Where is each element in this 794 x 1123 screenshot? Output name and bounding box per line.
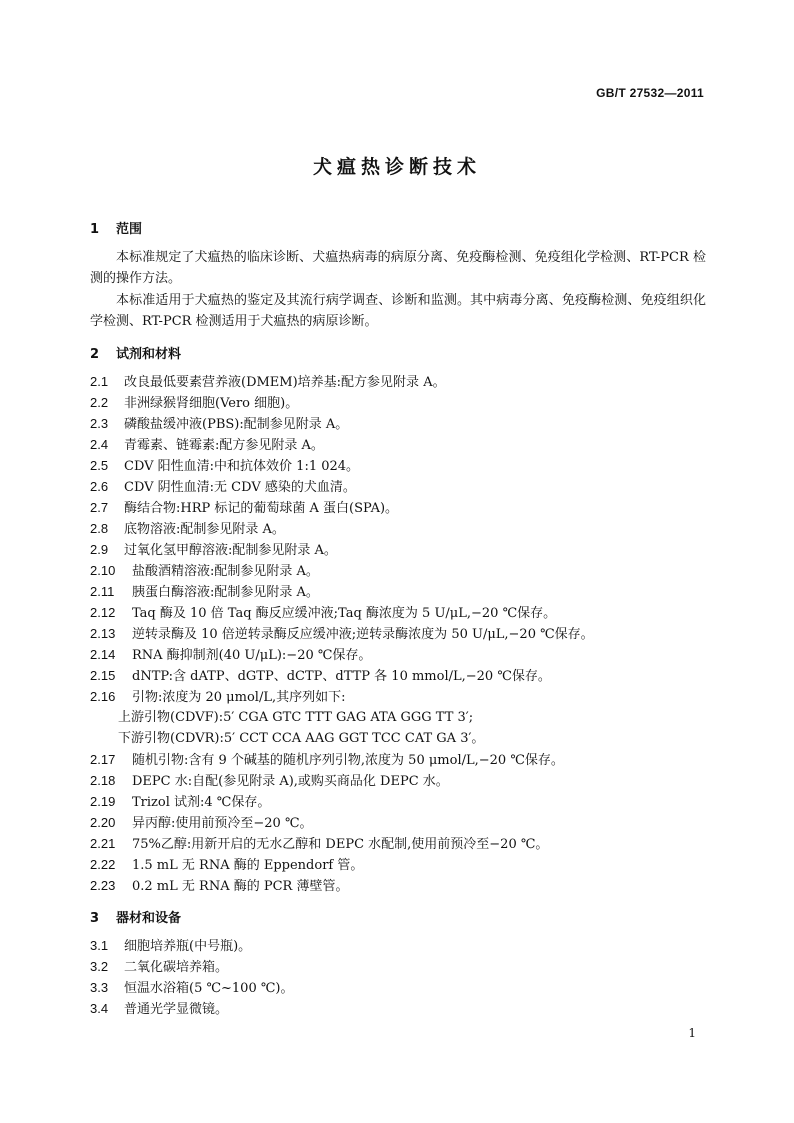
list-item xyxy=(90,958,710,977)
item-number: 2.1 xyxy=(90,374,109,389)
list-item xyxy=(90,877,710,896)
item-number: 2.5 xyxy=(90,458,109,473)
item-number: 2.10 xyxy=(90,563,116,578)
list-item xyxy=(90,415,710,434)
list-item xyxy=(90,937,710,956)
item-text: 恒温水浴箱(5 ℃~100 ℃)。 xyxy=(124,981,294,996)
item-text: 普通光学显微镜。 xyxy=(124,1002,229,1017)
item-text: 磷酸盐缓冲液(PBS):配制参见附录 A。 xyxy=(124,417,349,432)
list-item xyxy=(90,1000,710,1019)
item-number: 2.9 xyxy=(90,542,109,557)
item-text: 胰蛋白酶溶液:配制参见附录 A。 xyxy=(132,585,319,600)
section-number: 3 xyxy=(90,911,100,926)
item-number: 2.11 xyxy=(90,584,115,599)
list-item xyxy=(90,541,710,560)
item-text: dNTP:含 dATP、dGTP、dCTP、dTTP 各 10 mmol/L,−20 ℃保存。 xyxy=(132,669,551,684)
item-number: 3.3 xyxy=(90,980,109,995)
document-title: 犬瘟热诊断技术 xyxy=(312,156,481,178)
section-number: 1 xyxy=(90,222,100,237)
item-text: 过氧化氢甲醇溶液:配制参见附录 A。 xyxy=(124,543,337,558)
item-text: 逆转录酶及 10 倍逆转录酶反应缓冲液;逆转录酶浓度为 50 U/μL,−20 ℃保存。 xyxy=(132,627,594,642)
item-number: 2.19 xyxy=(90,794,116,809)
list-item xyxy=(90,751,710,770)
item-text: 改良最低要素营养液(DMEM)培养基:配方参见附录 A。 xyxy=(124,375,446,390)
item-text: 75%乙醇:用新开启的无水乙醇和 DEPC 水配制,使用前预冷至−20 ℃。 xyxy=(132,837,549,852)
list-item xyxy=(90,979,710,998)
item-text: 0.2 mL 无 RNA 酶的 PCR 薄壁管。 xyxy=(132,879,349,894)
item-text: Taq 酶及 10 倍 Taq 酶反应缓冲液;Taq 酶浓度为 5 U/μL,−20 ℃保存。 xyxy=(132,606,557,621)
item-text: DEPC 水:自配(参见附录 A),或购买商品化 DEPC 水。 xyxy=(132,774,449,789)
list-item xyxy=(90,478,710,497)
list-item xyxy=(90,835,710,854)
item-text: 细胞培养瓶(中号瓶)。 xyxy=(124,939,252,954)
item-number: 2.16 xyxy=(90,689,116,704)
list-item xyxy=(90,856,710,875)
item-text: 酶结合物:HRP 标记的葡萄球菌 A 蛋白(SPA)。 xyxy=(124,501,399,516)
section-heading-equipment xyxy=(90,907,181,926)
list-item xyxy=(90,583,710,602)
item-text: 青霉素、链霉素:配方参见附录 A。 xyxy=(124,438,324,453)
item-number: 2.15 xyxy=(90,668,116,683)
item-text: 引物:浓度为 20 μmol/L,其序列如下: xyxy=(132,690,346,705)
item-number: 2.17 xyxy=(90,752,116,767)
item-text: CDV 阳性血清:中和抗体效价 1:1 024。 xyxy=(124,459,360,474)
section-title: 器材和设备 xyxy=(116,911,182,926)
item-number: 2.4 xyxy=(90,437,109,452)
item-number: 3.1 xyxy=(90,938,109,953)
list-item xyxy=(90,457,710,476)
item-number: 2.14 xyxy=(90,647,116,662)
section-title: 试剂和材料 xyxy=(116,347,182,362)
scope-paragraph-1: 本标准规定了犬瘟热的临床诊断、犬瘟热病毒的病原分离、免疫酶检测、免疫组化学检测、RT-PCR 检测的操作方法。 xyxy=(90,250,706,286)
section-title: 范围 xyxy=(116,222,143,237)
list-item xyxy=(90,625,710,644)
item-number: 3.2 xyxy=(90,959,109,974)
list-item xyxy=(90,520,710,539)
item-text: 盐酸酒精溶液:配制参见附录 A。 xyxy=(132,564,319,579)
item-number: 2.2 xyxy=(90,395,109,410)
list-item xyxy=(90,499,710,518)
section-heading-scope xyxy=(90,218,142,237)
item-text: 底物溶液:配制参见附录 A。 xyxy=(124,522,285,537)
item-number: 2.13 xyxy=(90,626,116,641)
item-text: 非洲绿猴肾细胞(Vero 细胞)。 xyxy=(124,396,299,411)
primer-forward: 上游引物(CDVF):5′ CGA GTC TTT GAG ATA GGG TT 3′; xyxy=(118,710,474,725)
list-item xyxy=(90,562,710,581)
list-item xyxy=(90,772,710,791)
item-number: 2.21 xyxy=(90,836,116,851)
list-item xyxy=(90,688,710,707)
item-number: 2.3 xyxy=(90,416,109,431)
item-text: CDV 阴性血清:无 CDV 感染的犬血清。 xyxy=(124,480,356,495)
item-number: 2.20 xyxy=(90,815,116,830)
item-number: 2.6 xyxy=(90,479,109,494)
page-number: 1 xyxy=(688,1026,696,1040)
list-item xyxy=(90,373,710,392)
item-text: 1.5 mL 无 RNA 酶的 Eppendorf 管。 xyxy=(132,858,364,873)
item-text: Trizol 试剂:4 ℃保存。 xyxy=(132,795,271,810)
list-item xyxy=(90,646,710,665)
primer-reverse: 下游引物(CDVR):5′ CCT CCA AAG GGT TCC CAT GA 3′。 xyxy=(118,731,485,746)
section-number: 2 xyxy=(90,347,100,362)
standard-code: GB/T 27532—2011 xyxy=(596,86,704,100)
list-item xyxy=(90,793,710,812)
item-number: 2.23 xyxy=(90,878,116,893)
list-item xyxy=(90,436,710,455)
scope-paragraph-2: 本标准适用于犬瘟热的鉴定及其流行病学调查、诊断和监测。其中病毒分离、免疫酶检测、免疫组织化学检测、RT-PCR 检测适用于犬瘟热的病原诊断。 xyxy=(90,293,706,329)
item-text: RNA 酶抑制剂(40 U/μL):−20 ℃保存。 xyxy=(132,648,372,663)
list-item xyxy=(90,394,710,413)
list-item xyxy=(90,667,710,686)
item-number: 2.22 xyxy=(90,857,116,872)
list-item xyxy=(90,814,710,833)
item-text: 二氧化碳培养箱。 xyxy=(124,960,229,975)
item-text: 异丙醇:使用前预冷至−20 ℃。 xyxy=(132,816,313,831)
list-item xyxy=(90,604,710,623)
item-number: 3.4 xyxy=(90,1001,109,1016)
item-number: 2.18 xyxy=(90,773,116,788)
item-number: 2.12 xyxy=(90,605,116,620)
section-heading-reagents xyxy=(90,343,181,362)
item-number: 2.8 xyxy=(90,521,109,536)
item-number: 2.7 xyxy=(90,500,109,515)
item-text: 随机引物:含有 9 个碱基的随机序列引物,浓度为 50 μmol/L,−20 ℃保存。 xyxy=(132,753,564,768)
